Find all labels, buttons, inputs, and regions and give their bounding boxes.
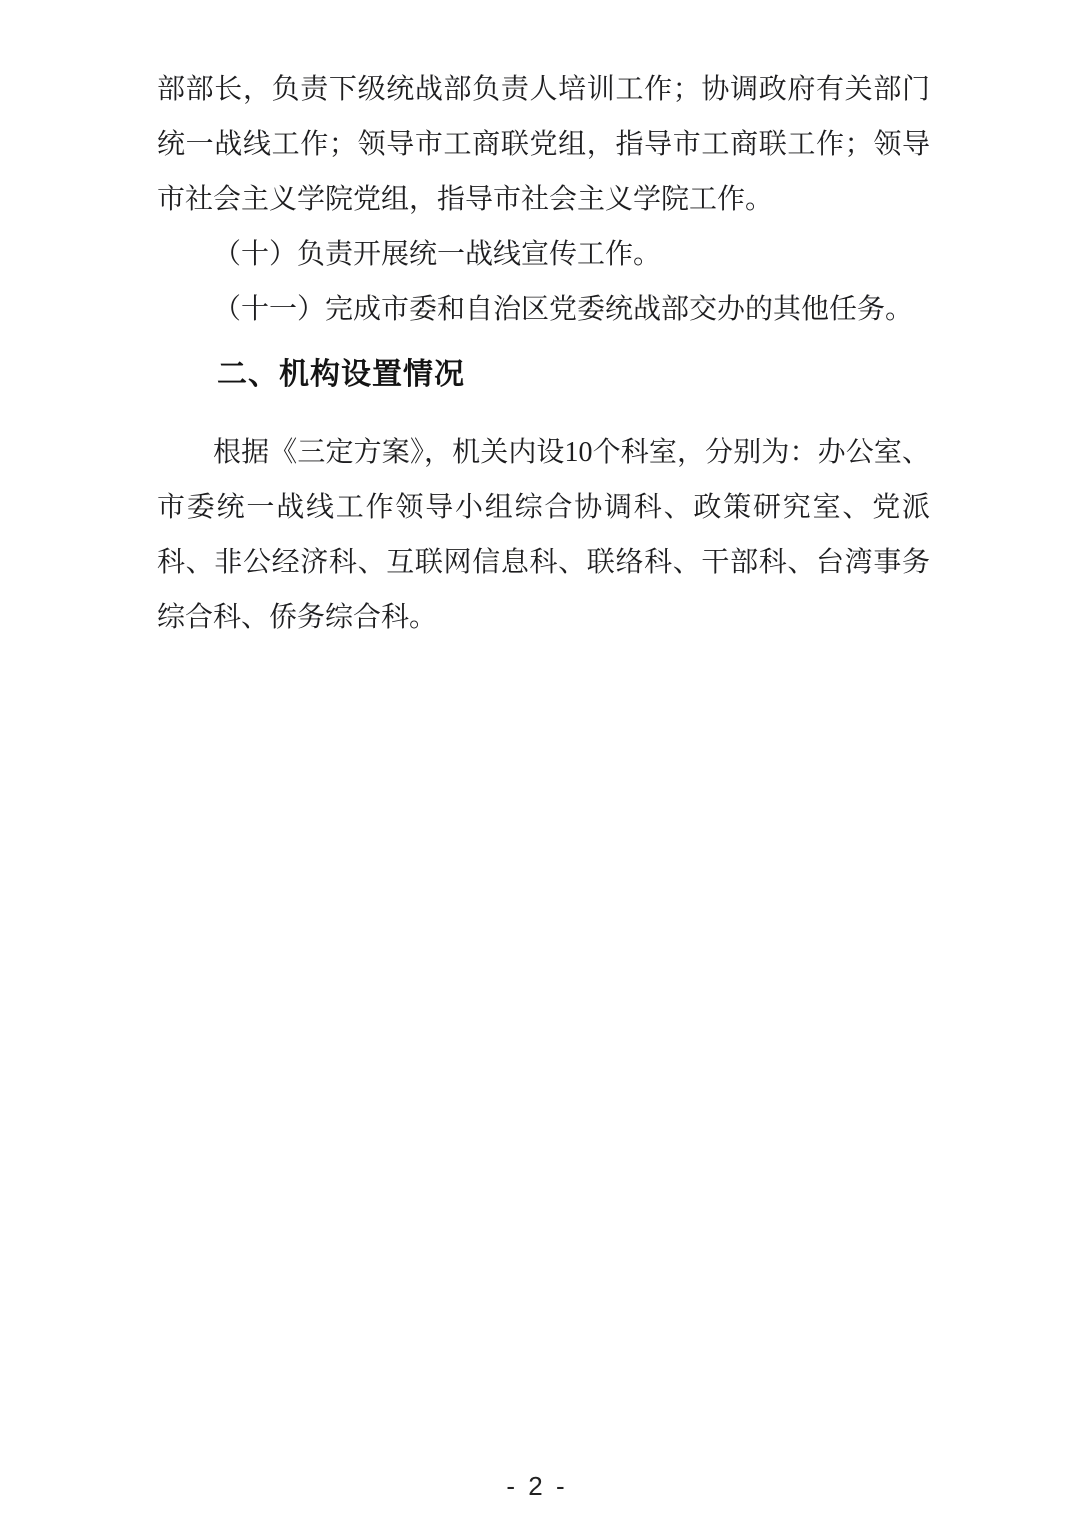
page-content — [157, 62, 930, 645]
list-item-eleven: （十一）完成市委和自治区党委统战部交办的其他任务。 — [213, 294, 914, 325]
section-paragraph: 根据《三定方案》，机关内设10个科室，分别为：办公室、市委统一战线工作领导小组综合协调科、政策研究室、党派科、非公经济科、互联网信息科、联络科、干部科、台湾事务综合科、侨务综合科。 — [157, 437, 930, 633]
page-number: - 2 - — [506, 1471, 568, 1501]
list-item-ten: （十）负责开展统一战线宣传工作。 — [213, 239, 662, 270]
page-footer — [0, 1471, 1074, 1502]
section-heading: 二、机构设置情况 — [217, 358, 465, 391]
continuation-paragraph: 部部长，负责下级统战部负责人培训工作；协调政府有关部门统一战线工作；领导市工商联党组，指导市工商联工作；领导市社会主义学院党组，指导市社会主义学院工作。 — [157, 74, 930, 215]
